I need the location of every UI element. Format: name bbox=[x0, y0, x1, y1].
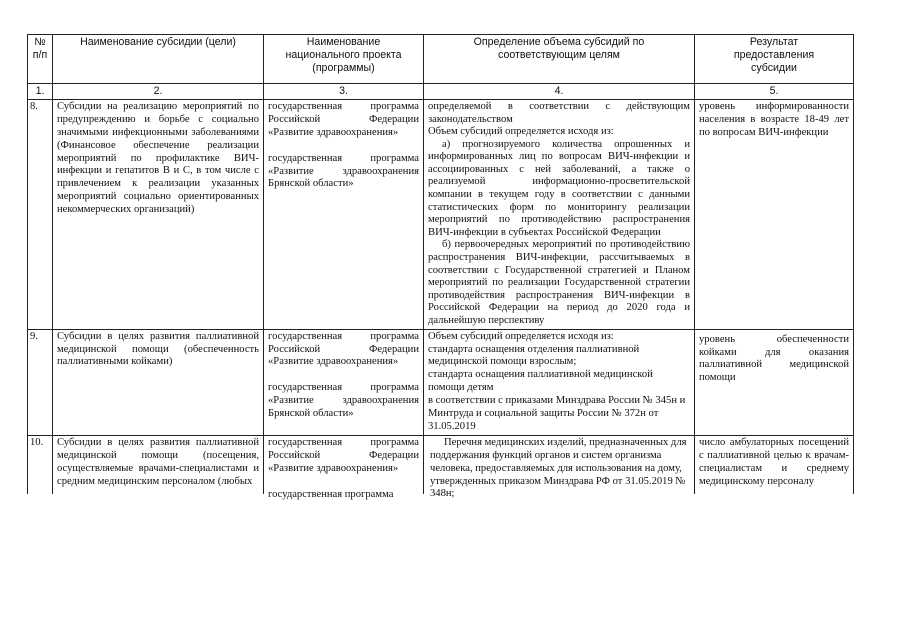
header-project: Наименование национального проекта (программы) bbox=[264, 35, 424, 84]
result-cell: уровень информированности населения в возрасте 18-49 лет по вопросам ВИЧ-инфекции bbox=[695, 99, 854, 329]
definition-text: Перечня медицинских изделий, предназначенных для поддержания функций органов и систем организма человека, предоставляемых для использования на дому, утвержденных приказом Минздрава РФ от 31.05.2019 № 348н; bbox=[430, 436, 687, 500]
subsidy-table bbox=[27, 34, 854, 500]
project-cell bbox=[264, 329, 424, 435]
column-number-row bbox=[28, 84, 854, 100]
definition-text: стандарта оснащения паллиативной медицинской помощи детям bbox=[428, 369, 653, 394]
project-federal: государственная программа Российской Федерации «Развитие здравоохранения» bbox=[268, 100, 419, 138]
definition-cell bbox=[424, 435, 695, 500]
column-number: 1. bbox=[28, 84, 53, 100]
project-federal: государственная программа Российской Федерации «Развитие здравоохранения» bbox=[268, 330, 419, 368]
definition-cell bbox=[424, 99, 695, 329]
definition-text: в соответствии с приказами Минздрава России № 345н и Минтруда и социальной защиты России № 372н от 31.05.2019 bbox=[428, 395, 686, 432]
definition-text: а) прогнозируемого количества опрошенных и информированных лиц по вопросам ВИЧ-инфекции и ассоциированных с ней заболеваний, а также о реализуемой информационно-просветительской компании в текущем году в соответствии с данными статистических форм по мониторингу реализации мероприятий по противодействию распространения ВИЧ-инфекции в субъектах Российской Федерации bbox=[428, 138, 690, 238]
header-result: Результат предоставления субсидии bbox=[695, 35, 854, 84]
column-number: 4. bbox=[424, 84, 695, 100]
definition-text: определяемой в соответствии с действующим законодательством bbox=[428, 100, 690, 125]
project-cell bbox=[264, 99, 424, 329]
result-cell bbox=[695, 435, 854, 494]
project-regional: государственная программа bbox=[268, 488, 394, 500]
definition-cell bbox=[424, 329, 695, 435]
project-regional: государственная программа «Развитие здравоохранения Брянской области» bbox=[268, 382, 419, 420]
subsidy-name: Субсидии в целях развития паллиативной медицинской помощи (обеспеченность паллиативными койками) bbox=[53, 329, 264, 435]
result-text: число амбулаторных посещений с паллиативной целью к врачам-специалистам и среднему медицинскому персоналу bbox=[699, 436, 849, 487]
subsidy-name-text: Субсидии в целях развития паллиативной медицинской помощи (посещения, осуществляемые врачами-специалистами и средним медицинским персоналом (любых bbox=[57, 436, 259, 487]
header-num: № п/п bbox=[28, 35, 53, 84]
result-cell: уровень обеспеченности койками для оказания паллиативной медицинской помощи bbox=[695, 329, 854, 435]
definition-text: стандарта оснащения отделения паллиативной медицинской помощи взрослым; bbox=[428, 343, 640, 368]
row-number: 8. bbox=[28, 99, 53, 329]
header-row bbox=[28, 35, 854, 84]
project-federal: государственная программа Российской Федерации «Развитие здравоохранения» bbox=[268, 436, 419, 474]
subsidy-name bbox=[53, 435, 264, 494]
definition-text: Объем субсидий определяется исходя из: bbox=[428, 126, 614, 138]
header-name: Наименование субсидии (цели) bbox=[53, 35, 264, 84]
table-row bbox=[28, 329, 854, 435]
table-row bbox=[28, 99, 854, 329]
column-number: 2. bbox=[53, 84, 264, 100]
subsidy-name: Субсидии на реализацию мероприятий по предупреждению и борьбе с социально значимыми инфекционными заболеваниями (Финансовое обеспечение реализации мероприятий по профилактике ВИЧ-инфекции и гепатитов В и С, в том числе с привлечением к реализации указанных мероприятий социально ориентированных некоммерческих организаций) bbox=[53, 99, 264, 329]
column-number: 5. bbox=[695, 84, 854, 100]
column-number: 3. bbox=[264, 84, 424, 100]
header-definition: Определение объема субсидий по соответствующим целям bbox=[424, 35, 695, 84]
definition-text: б) первоочередных мероприятий по противодействию распространения ВИЧ-инфекции, рассчитываемых в соответствии с Государственной стратегией и Планом мероприятий по реализации Государственной стратегии противодействия распространения ВИЧ-инфекции в Российской Федерации на период до 2020 года и дальнейшую перспективу bbox=[428, 239, 690, 326]
project-regional: государственная программа «Развитие здравоохранения Брянской области» bbox=[268, 152, 419, 190]
row-number: 10. bbox=[28, 435, 53, 494]
project-cell bbox=[264, 435, 424, 500]
table-row bbox=[28, 435, 854, 494]
definition-text: Объем субсидий определяется исходя из: bbox=[428, 330, 614, 342]
row-number: 9. bbox=[28, 329, 53, 435]
